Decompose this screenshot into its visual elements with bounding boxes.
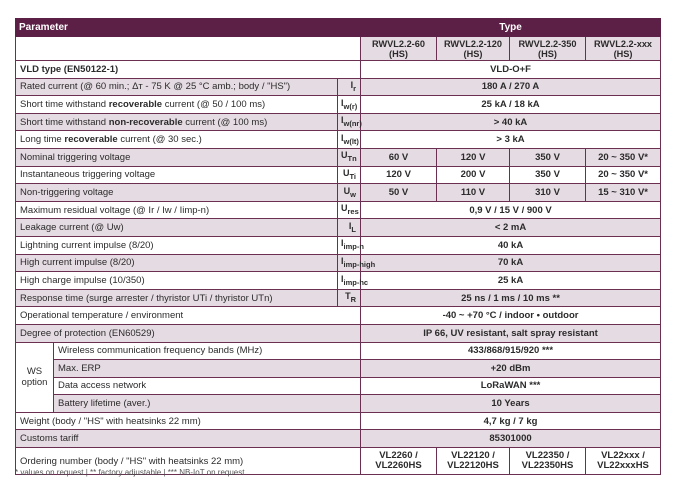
row-high-current	[16, 254, 661, 272]
op-temp-label: Operational temperature / environment	[16, 307, 361, 325]
customs-label: Customs tariff	[16, 430, 361, 448]
ws-frequency-label: Wireless communication frequency bands (MHz)	[54, 342, 361, 360]
non-triggering-symbol: $U_w$	[338, 184, 361, 202]
spec-table	[15, 18, 661, 475]
response-symbol: $T_R$	[338, 289, 361, 307]
row-lightning	[16, 236, 661, 254]
high-current-value: 70 kA	[361, 254, 661, 272]
instant-triggering-symbol: $U_{Ti}$	[338, 166, 361, 184]
ordering-value-1: VL2260 / VL2260HS	[361, 448, 437, 475]
response-label: Response time (surge arrester / thyristor UTi / thyristor UTn)	[16, 289, 338, 307]
row-non-triggering	[16, 184, 661, 202]
protection-value: IP 66, UV resistant, salt spray resistant	[361, 324, 661, 342]
nominal-triggering-value-4: 20 ~ 350 V*	[586, 148, 661, 166]
long-recoverable-label: Long time recoverable current (@ 30 sec.)	[16, 131, 338, 149]
ws-erp-value: +20 dBm	[361, 360, 661, 378]
customs-value: 85301000	[361, 430, 661, 448]
ws-option-label: WS option	[16, 342, 54, 412]
nominal-triggering-label: Nominal triggering voltage	[16, 148, 338, 166]
row-nominal-triggering	[16, 148, 661, 166]
long-recoverable-value: > 3 kA	[361, 131, 661, 149]
model-header-2: RWVL2.2-120 (HS)	[437, 37, 510, 61]
ws-network-label: Data access network	[54, 377, 361, 395]
lightning-label: Lightning current impulse (8/20)	[16, 236, 338, 254]
non-triggering-value-3: 310 V	[510, 184, 586, 202]
vld-type-label: VLD type (EN50122-1)	[16, 61, 361, 79]
high-charge-symbol: $I_{imp-hc}$	[338, 272, 361, 290]
non-triggering-label: Non-triggering voltage	[16, 184, 338, 202]
ordering-value-2: VL22120 / VL22120HS	[437, 448, 510, 475]
leakage-value: < 2 mA	[361, 219, 661, 237]
nominal-triggering-value-3: 350 V	[510, 148, 586, 166]
row-protection	[16, 324, 661, 342]
short-recoverable-value: 25 kA / 18 kA	[361, 96, 661, 114]
rated-current-symbol: $I_r$	[338, 78, 361, 96]
response-value: 25 ns / 1 ms / 10 ms **	[361, 289, 661, 307]
high-charge-label: High charge impulse (10/350)	[16, 272, 338, 290]
row-short-recoverable	[16, 96, 661, 114]
parameter-header: Parameter	[16, 19, 361, 37]
ordering-value-3: VL22350 / VL22350HS	[510, 448, 586, 475]
row-ws-battery	[16, 395, 661, 413]
model-header-1: RWVL2.2-60 (HS)	[361, 37, 437, 61]
row-ws-erp	[16, 360, 661, 378]
row-ws-network	[16, 377, 661, 395]
nominal-triggering-value-1: 60 V	[361, 148, 437, 166]
model-header-4: RWVL2.2-xxx (HS)	[586, 37, 661, 61]
model-header-row	[16, 37, 661, 61]
header-row	[16, 19, 661, 37]
weight-label: Weight (body / "HS" with heatsinks 22 mm)	[16, 412, 361, 430]
rated-current-label: Rated current (@ 60 min.; Δт - 75 K @ 25 °C amb.; body / "HS")	[16, 78, 338, 96]
lightning-value: 40 kA	[361, 236, 661, 254]
leakage-label: Leakage current (@ Uw)	[16, 219, 338, 237]
row-customs	[16, 430, 661, 448]
ordering-label: Ordering number (body / "HS" with heatsinks 22 mm)	[16, 448, 361, 475]
max-residual-label: Maximum residual voltage (@ Ir / Iw / Iimp-n)	[16, 201, 338, 219]
ordering-value-4: VL22xxx / VL22xxxHS	[586, 448, 661, 475]
op-temp-value: -40 ~ +70 °C / indoor • outdoor	[361, 307, 661, 325]
leakage-symbol: $I_L$	[338, 219, 361, 237]
rated-current-value: 180 A / 270 A	[361, 78, 661, 96]
row-high-charge	[16, 272, 661, 290]
instant-triggering-value-3: 350 V	[510, 166, 586, 184]
max-residual-value: 0,9 V / 15 V / 900 V	[361, 201, 661, 219]
ws-erp-label: Max. ERP	[54, 360, 361, 378]
row-vld-type	[16, 61, 661, 79]
ws-frequency-value: 433/868/915/920 ***	[361, 342, 661, 360]
weight-value: 4,7 kg / 7 kg	[361, 412, 661, 430]
ws-network-value: LoRaWAN ***	[361, 377, 661, 395]
instant-triggering-value-2: 200 V	[437, 166, 510, 184]
row-response	[16, 289, 661, 307]
row-short-nonrecoverable	[16, 113, 661, 131]
footnote: * values on request | ** factory adjustable | *** NB-IoT on request	[15, 468, 245, 477]
short-recoverable-symbol: $I_{w(r)}$	[338, 96, 361, 114]
row-instant-triggering	[16, 166, 661, 184]
short-recoverable-label: Short time withstand recoverable current (@ 50 / 100 ms)	[16, 96, 338, 114]
row-op-temp	[16, 307, 661, 325]
high-current-label: High current impulse (8/20)	[16, 254, 338, 272]
row-leakage	[16, 219, 661, 237]
row-ws-frequency	[16, 342, 661, 360]
nominal-triggering-value-2: 120 V	[437, 148, 510, 166]
high-charge-value: 25 kA	[361, 272, 661, 290]
instant-triggering-value-1: 120 V	[361, 166, 437, 184]
nominal-triggering-symbol: $U_{Tn}$	[338, 148, 361, 166]
type-header: Type	[361, 19, 661, 37]
instant-triggering-value-4: 20 ~ 350 V*	[586, 166, 661, 184]
vld-type-value: VLD-O+F	[361, 61, 661, 79]
row-long-recoverable	[16, 131, 661, 149]
protection-label: Degree of protection (EN60529)	[16, 324, 361, 342]
ws-battery-label: Battery lifetime (aver.)	[54, 395, 361, 413]
max-residual-symbol: $U_{res}$	[338, 201, 361, 219]
row-rated-current	[16, 78, 661, 96]
non-triggering-value-2: 110 V	[437, 184, 510, 202]
short-nonrecoverable-value: > 40 kA	[361, 113, 661, 131]
model-header-blank	[16, 37, 361, 61]
long-recoverable-symbol: $I_{w(lt)}$	[338, 131, 361, 149]
instant-triggering-label: Instantaneous triggering voltage	[16, 166, 338, 184]
high-current-symbol: $I_{imp-high}$	[338, 254, 361, 272]
model-header-3: RWVL2.2-350 (HS)	[510, 37, 586, 61]
ws-battery-value: 10 Years	[361, 395, 661, 413]
lightning-symbol: $I_{imp-n}$	[338, 236, 361, 254]
non-triggering-value-1: 50 V	[361, 184, 437, 202]
short-nonrecoverable-symbol: $I_{w(nr)}$	[338, 113, 361, 131]
row-max-residual	[16, 201, 661, 219]
non-triggering-value-4: 15 ~ 310 V*	[586, 184, 661, 202]
row-weight	[16, 412, 661, 430]
short-nonrecoverable-label: Short time withstand non-recoverable current (@ 100 ms)	[16, 113, 338, 131]
